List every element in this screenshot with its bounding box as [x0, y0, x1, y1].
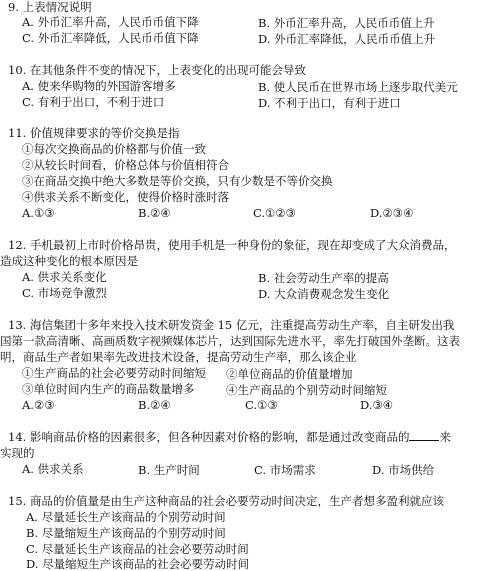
- q10-option-a: A. 使来华购物的外国游客增多: [22, 79, 176, 93]
- q10-option-b: B. 使人民币在世界市场上逐步取代美元: [258, 80, 458, 94]
- q12-option-a: A. 供求关系变化: [22, 270, 107, 284]
- q15-option-a: A. 尽量延长生产该商品的个别劳动时间: [26, 510, 226, 524]
- q13-statement-3: ③单位时间内生产的商品数量增多: [22, 382, 195, 396]
- q9-option-b: B. 外币汇率升高，人民币币值上升: [258, 16, 435, 30]
- q11-option-b: B.②④: [138, 206, 171, 220]
- q10-option-d: D. 不利于出口，有利于进口: [258, 96, 401, 110]
- q12-option-c: C. 市场竞争激烈: [22, 286, 107, 300]
- q14-option-c: C. 市场需求: [254, 463, 316, 477]
- q14-option-d: D. 市场供给: [372, 463, 435, 477]
- q13-statement-4: ④生产商品的个别劳动时间缩短: [226, 383, 387, 397]
- q9-option-c: C. 外币汇率降低，人民币币值下降: [22, 31, 199, 45]
- q13-statement-1: ①生产商品的社会必要劳动时间缩短: [22, 366, 206, 380]
- q9-option-a: A. 外币汇率升高，人民币币值下降: [22, 15, 199, 29]
- q12-option-b: B. 社会劳动生产率的提高: [258, 271, 389, 285]
- q13-stem-line-2: 国第一款高清晰、高画质数字视频媒体芯片，达到国际先进水平，率先打破国外垄断。这表: [0, 334, 460, 348]
- q11-statement-2: ②从较长时间看，价格总体与价值相符合: [22, 158, 229, 172]
- q12-option-d: D. 大众消费观念发生变化: [258, 287, 390, 301]
- q14-stem-line-1: [8, 430, 451, 444]
- q13-option-a: A.②③: [22, 398, 55, 412]
- q10-option-c: C. 有利于出口，不利于进口: [22, 95, 165, 109]
- q15-option-b: B. 尽量缩短生产该商品的个别劳动时间: [26, 526, 226, 540]
- q12-stem-line-1: 12. 手机最初上市时价格昂贵，使用手机是一种身份的象征，现在却变成了大众消费品，: [8, 238, 456, 252]
- q10-stem: 10. 在其他条件不变的情况下，上表变化的出现可能会导致: [8, 63, 306, 77]
- q11-statement-3: ③在商品交换中绝大多数是等价交换，只有少数是不等价交换: [22, 174, 333, 188]
- q15-option-c: C. 尽量延长生产该商品的社会必要劳动时间: [26, 542, 249, 556]
- q11-option-a: A.①③: [22, 206, 55, 220]
- q11-statement-4: ④供求关系不断变化，使得价格时涨时落: [22, 190, 229, 204]
- q14-option-a: A. 供求关系: [22, 462, 84, 476]
- q14-stem-text: 14. 影响商品价格的因素很多，但各种因素对价格的影响，都是通过改变商品的: [8, 430, 410, 444]
- q11-stem: 11. 价值规律要求的等价交换是指: [8, 126, 180, 140]
- q13-statement-2: ②单位商品的价值量增加: [226, 367, 353, 381]
- q13-stem-line-3: 明，商品生产者如果率先改进技术设备，提高劳动生产率，那么该企业: [0, 350, 357, 364]
- q14-stem-line-2: 实现的: [0, 446, 35, 460]
- q11-statement-1: ①每次交换商品的价格都与价值一致: [22, 142, 206, 156]
- q15-stem: 15. 商品的价值量是由生产这种商品的社会必要劳动时间决定，生产者想多盈利就应该: [8, 494, 444, 508]
- q13-option-c: C.①③: [245, 398, 278, 412]
- q12-stem-line-2: 造成这种变化的根本原因是: [0, 254, 138, 268]
- q9-option-d: D. 外币汇率降低，人民币币值上升: [258, 32, 436, 46]
- q9-stem: 9. 上表情况说明: [8, 0, 92, 14]
- q14-stem-tail: 来: [439, 430, 451, 444]
- q13-option-b: B.②④: [138, 398, 171, 412]
- q13-stem-line-1: 13. 海信集团十多年来投入技术研发资金 15 亿元，注重提高劳动生产率，自主研发出我: [8, 318, 455, 332]
- q15-option-d: D. 尽量缩短生产该商品的社会必要劳动时间: [26, 557, 250, 571]
- q11-option-c: C.①②③: [253, 206, 296, 220]
- q13-option-d: D.③④: [360, 398, 394, 412]
- q14-option-b: B. 生产时间: [138, 463, 200, 477]
- q11-option-d: D.②③④: [370, 206, 414, 220]
- answer-blank: [409, 430, 439, 441]
